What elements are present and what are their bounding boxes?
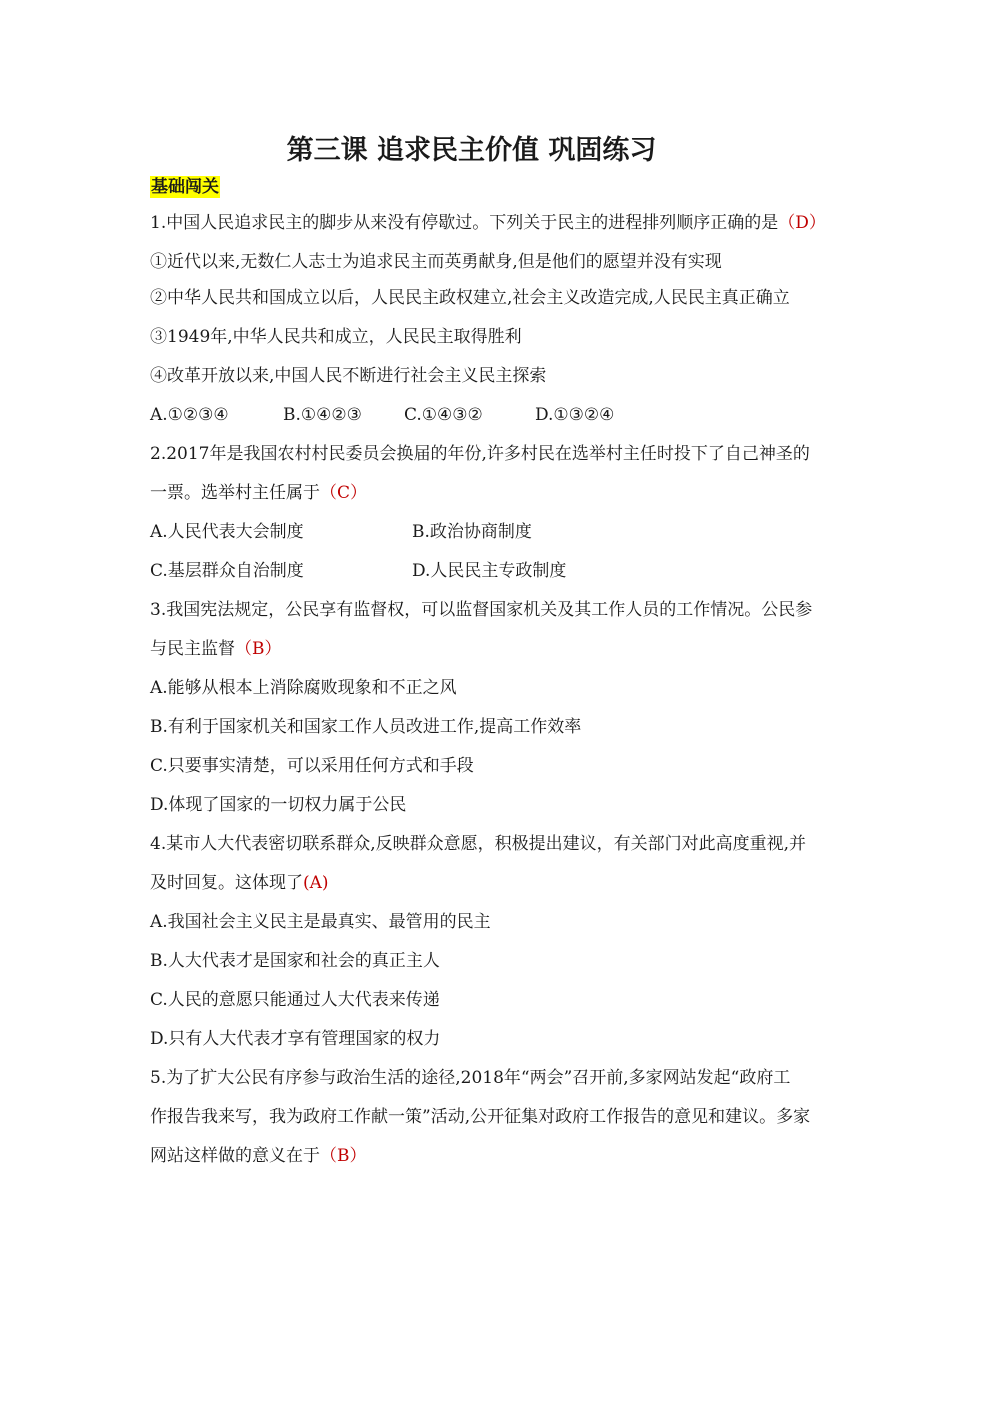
question-3-option-b: B.有利于国家机关和国家工作人员改进工作,提高工作效率 xyxy=(150,717,582,737)
question-1-stem: 1.中国人民追求民主的脚步从来没有停歇过。下列关于民主的进程排列顺序正确的是（D） xyxy=(150,213,826,233)
question-5-stem-line-3: 网站这样做的意义在于（B） xyxy=(150,1146,367,1166)
question-3-stem-line-2: 与民主监督（B） xyxy=(150,639,282,659)
question-2-answer: （C） xyxy=(320,483,368,503)
question-4-option-c: C.人民的意愿只能通过人大代表来传递 xyxy=(150,990,440,1010)
question-1-option-a: A.①②③④ xyxy=(150,405,229,425)
question-2-options-row-2 xyxy=(150,559,566,583)
question-2-stem-line-2: 一票。选举村主任属于（C） xyxy=(150,483,368,503)
question-4-answer: (A) xyxy=(303,873,329,893)
question-5-stem-line-2: 作报告我来写，我为政府工作献一策”活动,公开征集对政府工作报告的意见和建议。多家 xyxy=(150,1107,811,1127)
question-2-option-c: C.基层群众自治制度 xyxy=(150,561,304,581)
question-4-option-a: A.我国社会主义民主是最真实、最管用的民主 xyxy=(150,912,491,932)
question-1-item-3: ③1949年,中华人民共和成立，人民民主取得胜利 xyxy=(150,327,522,347)
question-4-option-b: B.人大代表才是国家和社会的真正主人 xyxy=(150,951,440,971)
page-title: 第三课 追求民主价值 巩固练习 xyxy=(286,135,657,166)
question-1-options xyxy=(150,403,614,427)
question-1-option-c: C.①④③② xyxy=(404,405,483,425)
question-3-answer: （B） xyxy=(235,639,282,659)
question-3-option-a: A.能够从根本上消除腐败现象和不正之风 xyxy=(150,678,457,698)
question-4-stem-line-1: 4.某市人大代表密切联系群众,反映群众意愿，积极提出建议，有关部门对此高度重视,并 xyxy=(150,834,807,854)
question-3-option-d: D.体现了国家的一切权力属于公民 xyxy=(150,795,407,815)
question-1-answer: （D） xyxy=(778,213,826,233)
question-2-options-row-1 xyxy=(150,520,532,544)
question-2-option-b: B.政治协商制度 xyxy=(412,522,532,542)
question-1-item-1: ①近代以来,无数仁人志士为追求民主而英勇献身,但是他们的愿望并没有实现 xyxy=(150,252,722,272)
question-3-option-c: C.只要事实清楚，可以采用任何方式和手段 xyxy=(150,756,474,776)
question-4-option-d: D.只有人大代表才享有管理国家的权力 xyxy=(150,1029,441,1049)
question-5-answer: （B） xyxy=(320,1146,367,1166)
question-1-option-b: B.①④②③ xyxy=(283,405,362,425)
question-2-option-d: D.人民民主专政制度 xyxy=(412,561,567,581)
question-2-stem-line-1: 2.2017年是我国农村村民委员会换届的年份,许多村民在选举村主任时投下了自己神圣的 xyxy=(150,444,810,464)
question-5-stem-line-1: 5.为了扩大公民有序参与政治生活的途径,2018年“两会”召开前,多家网站发起“政府工 xyxy=(150,1068,791,1088)
section-heading: 基础闯关 xyxy=(151,177,219,197)
question-2-option-a: A.人民代表大会制度 xyxy=(150,522,304,542)
question-1-option-d: D.①③②④ xyxy=(535,405,615,425)
question-1-item-4: ④改革开放以来,中国人民不断进行社会主义民主探索 xyxy=(150,366,547,386)
question-3-stem-line-1: 3.我国宪法规定，公民享有监督权，可以监督国家机关及其工作人员的工作情况。公民参 xyxy=(150,600,813,620)
question-4-stem-line-2: 及时回复。这体现了(A) xyxy=(150,873,329,893)
question-1-item-2: ②中华人民共和国成立以后，人民民主政权建立,社会主义改造完成,人民民主真正确立 xyxy=(150,288,790,308)
